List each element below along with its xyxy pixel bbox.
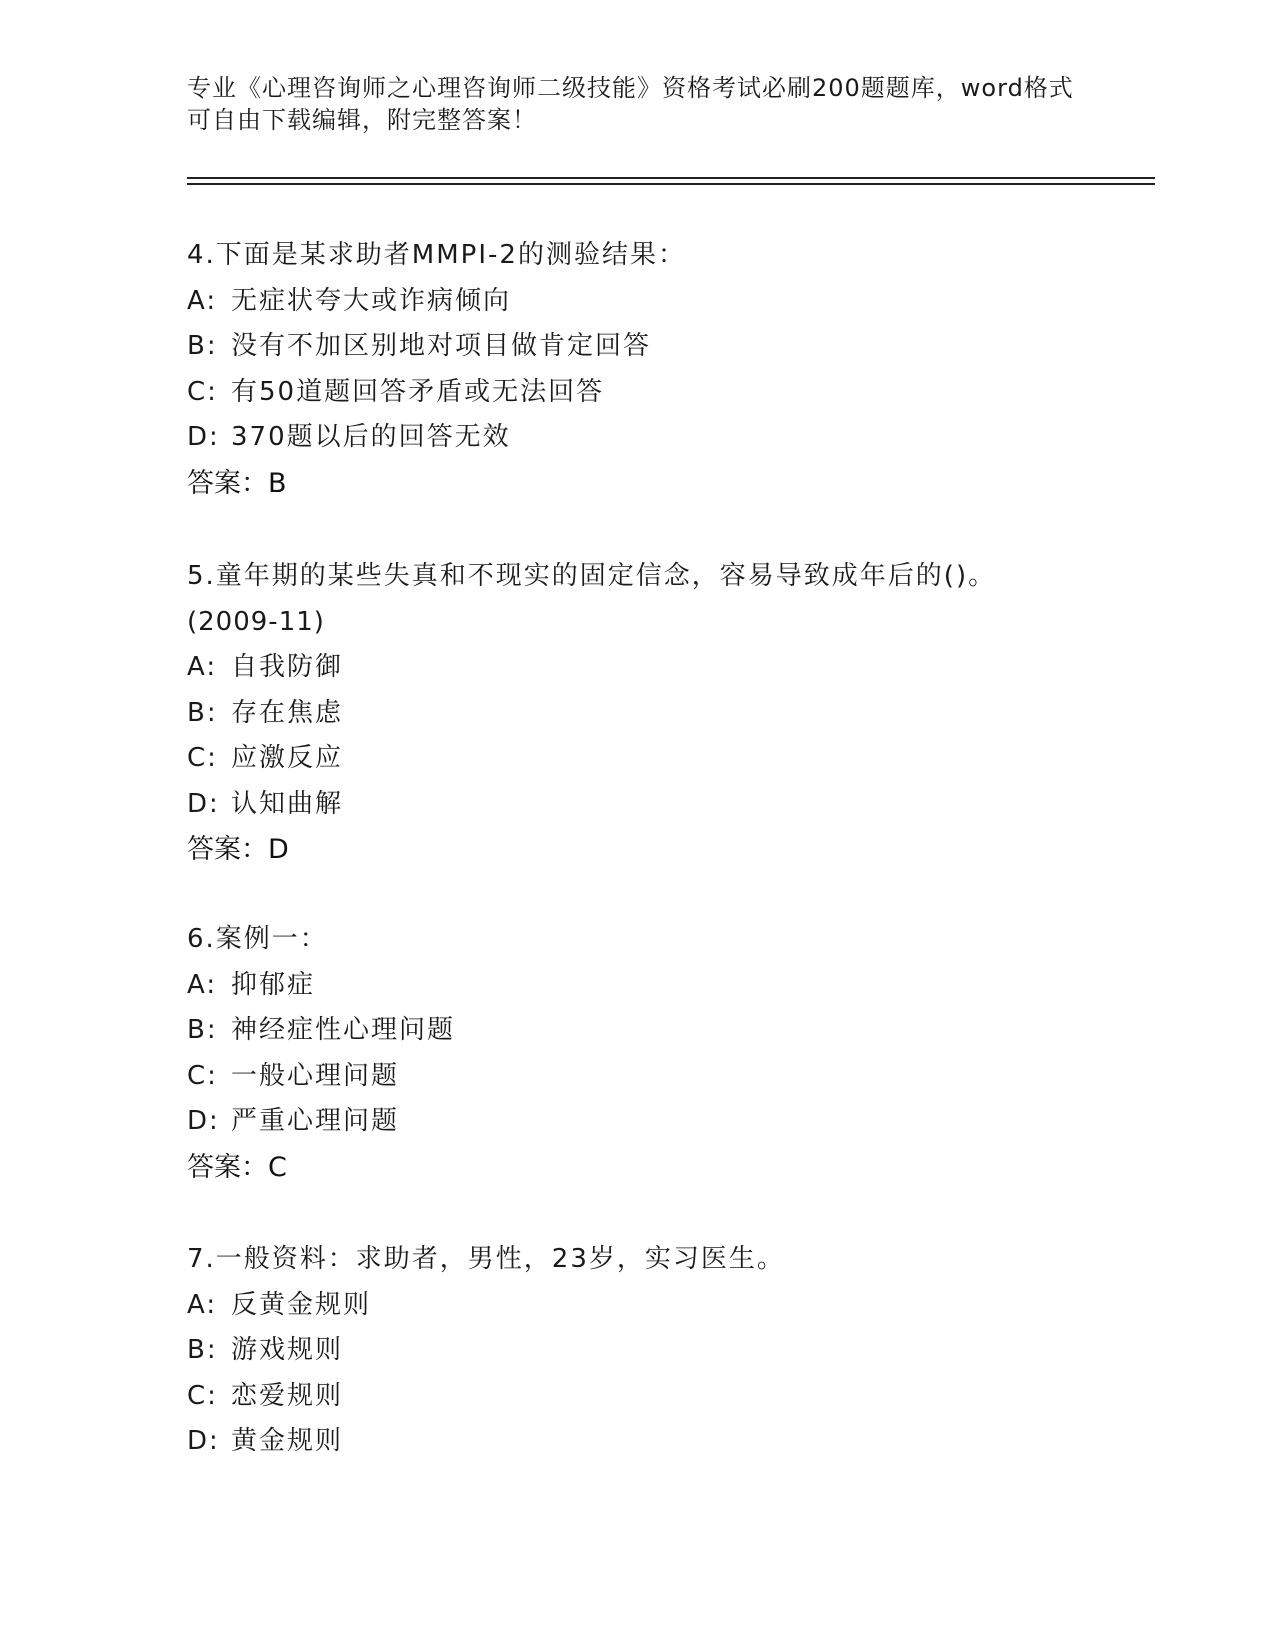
option-text: 严重心理问题 bbox=[231, 1106, 400, 1136]
option-text: 无症状夸大或诈病倾向 bbox=[231, 285, 512, 316]
option-key: D: bbox=[187, 788, 220, 819]
option-b bbox=[187, 691, 1147, 737]
option-c bbox=[187, 370, 1147, 416]
header-divider-top bbox=[187, 177, 1155, 179]
option-key: D: bbox=[187, 422, 220, 452]
option-a bbox=[187, 1283, 1147, 1329]
header-divider-bottom bbox=[187, 183, 1155, 185]
question-stem: 4.下面是某求助者MMPI-2的测验结果： bbox=[187, 240, 686, 270]
answer-line: 答案：B bbox=[187, 467, 287, 499]
option-text: 一般心理问题 bbox=[231, 1060, 400, 1091]
option-key: B: bbox=[187, 1015, 218, 1045]
question-7 bbox=[187, 1237, 1147, 1465]
option-key: C: bbox=[187, 1380, 218, 1411]
option-b bbox=[187, 1328, 1147, 1374]
option-d bbox=[187, 782, 1147, 828]
option-text: 恋爱规则 bbox=[231, 1380, 344, 1411]
option-d bbox=[187, 1419, 1147, 1465]
option-key: A: bbox=[187, 1289, 218, 1320]
header-line-2: 可自由下载编辑，附完整答案！ bbox=[187, 106, 537, 134]
option-text: 神经症性心理问题 bbox=[231, 1015, 456, 1045]
option-key: C: bbox=[187, 1060, 218, 1091]
option-key: B: bbox=[187, 1335, 218, 1365]
option-text: 自我防御 bbox=[231, 652, 344, 682]
header-line-1: 专业《心理咨询师之心理咨询师二级技能》资格考试必刷200题题库，word格式 bbox=[187, 74, 1074, 102]
option-a bbox=[187, 645, 1147, 691]
option-a bbox=[187, 279, 1147, 325]
question-stem: 6.案例一： bbox=[187, 924, 328, 954]
option-c bbox=[187, 1374, 1147, 1420]
question-stem: 5.童年期的某些失真和不现实的固定信念，容易导致成年后的()。 bbox=[187, 561, 997, 591]
option-text: 游戏规则 bbox=[231, 1335, 344, 1365]
option-key: C: bbox=[187, 376, 218, 407]
option-text: 存在焦虑 bbox=[231, 697, 344, 728]
option-key: A: bbox=[187, 969, 218, 1000]
document-header bbox=[187, 72, 1087, 136]
question-stem: 7.一般资料：求助者，男性，23岁，实习医生。 bbox=[187, 1244, 785, 1274]
option-d bbox=[187, 415, 1147, 461]
option-key: B: bbox=[187, 697, 218, 728]
option-text: 黄金规则 bbox=[231, 1426, 344, 1456]
option-text: 应激反应 bbox=[231, 743, 344, 773]
answer-line: 答案：D bbox=[187, 834, 289, 865]
answer-line: 答案：C bbox=[187, 1151, 287, 1183]
question-stem-continued: (2009-11) bbox=[187, 606, 325, 637]
option-key: D: bbox=[187, 1426, 220, 1456]
option-text: 370题以后的回答无效 bbox=[231, 422, 511, 452]
option-key: D: bbox=[187, 1106, 220, 1136]
question-4 bbox=[187, 233, 1147, 506]
option-b bbox=[187, 1008, 1147, 1054]
option-text: 没有不加区别地对项目做肯定回答 bbox=[231, 331, 652, 361]
option-key: C: bbox=[187, 743, 218, 773]
option-c bbox=[187, 1054, 1147, 1100]
option-d bbox=[187, 1099, 1147, 1145]
question-6 bbox=[187, 917, 1147, 1190]
option-text: 抑郁症 bbox=[231, 969, 316, 1000]
option-key: B: bbox=[187, 331, 218, 361]
question-5 bbox=[187, 554, 1147, 873]
option-text: 有50道题回答矛盾或无法回答 bbox=[231, 376, 605, 407]
option-key: A: bbox=[187, 652, 218, 682]
option-text: 反黄金规则 bbox=[231, 1289, 372, 1320]
option-text: 认知曲解 bbox=[231, 788, 344, 819]
option-b bbox=[187, 324, 1147, 370]
option-a bbox=[187, 963, 1147, 1009]
option-c bbox=[187, 736, 1147, 782]
option-key: A: bbox=[187, 285, 218, 316]
